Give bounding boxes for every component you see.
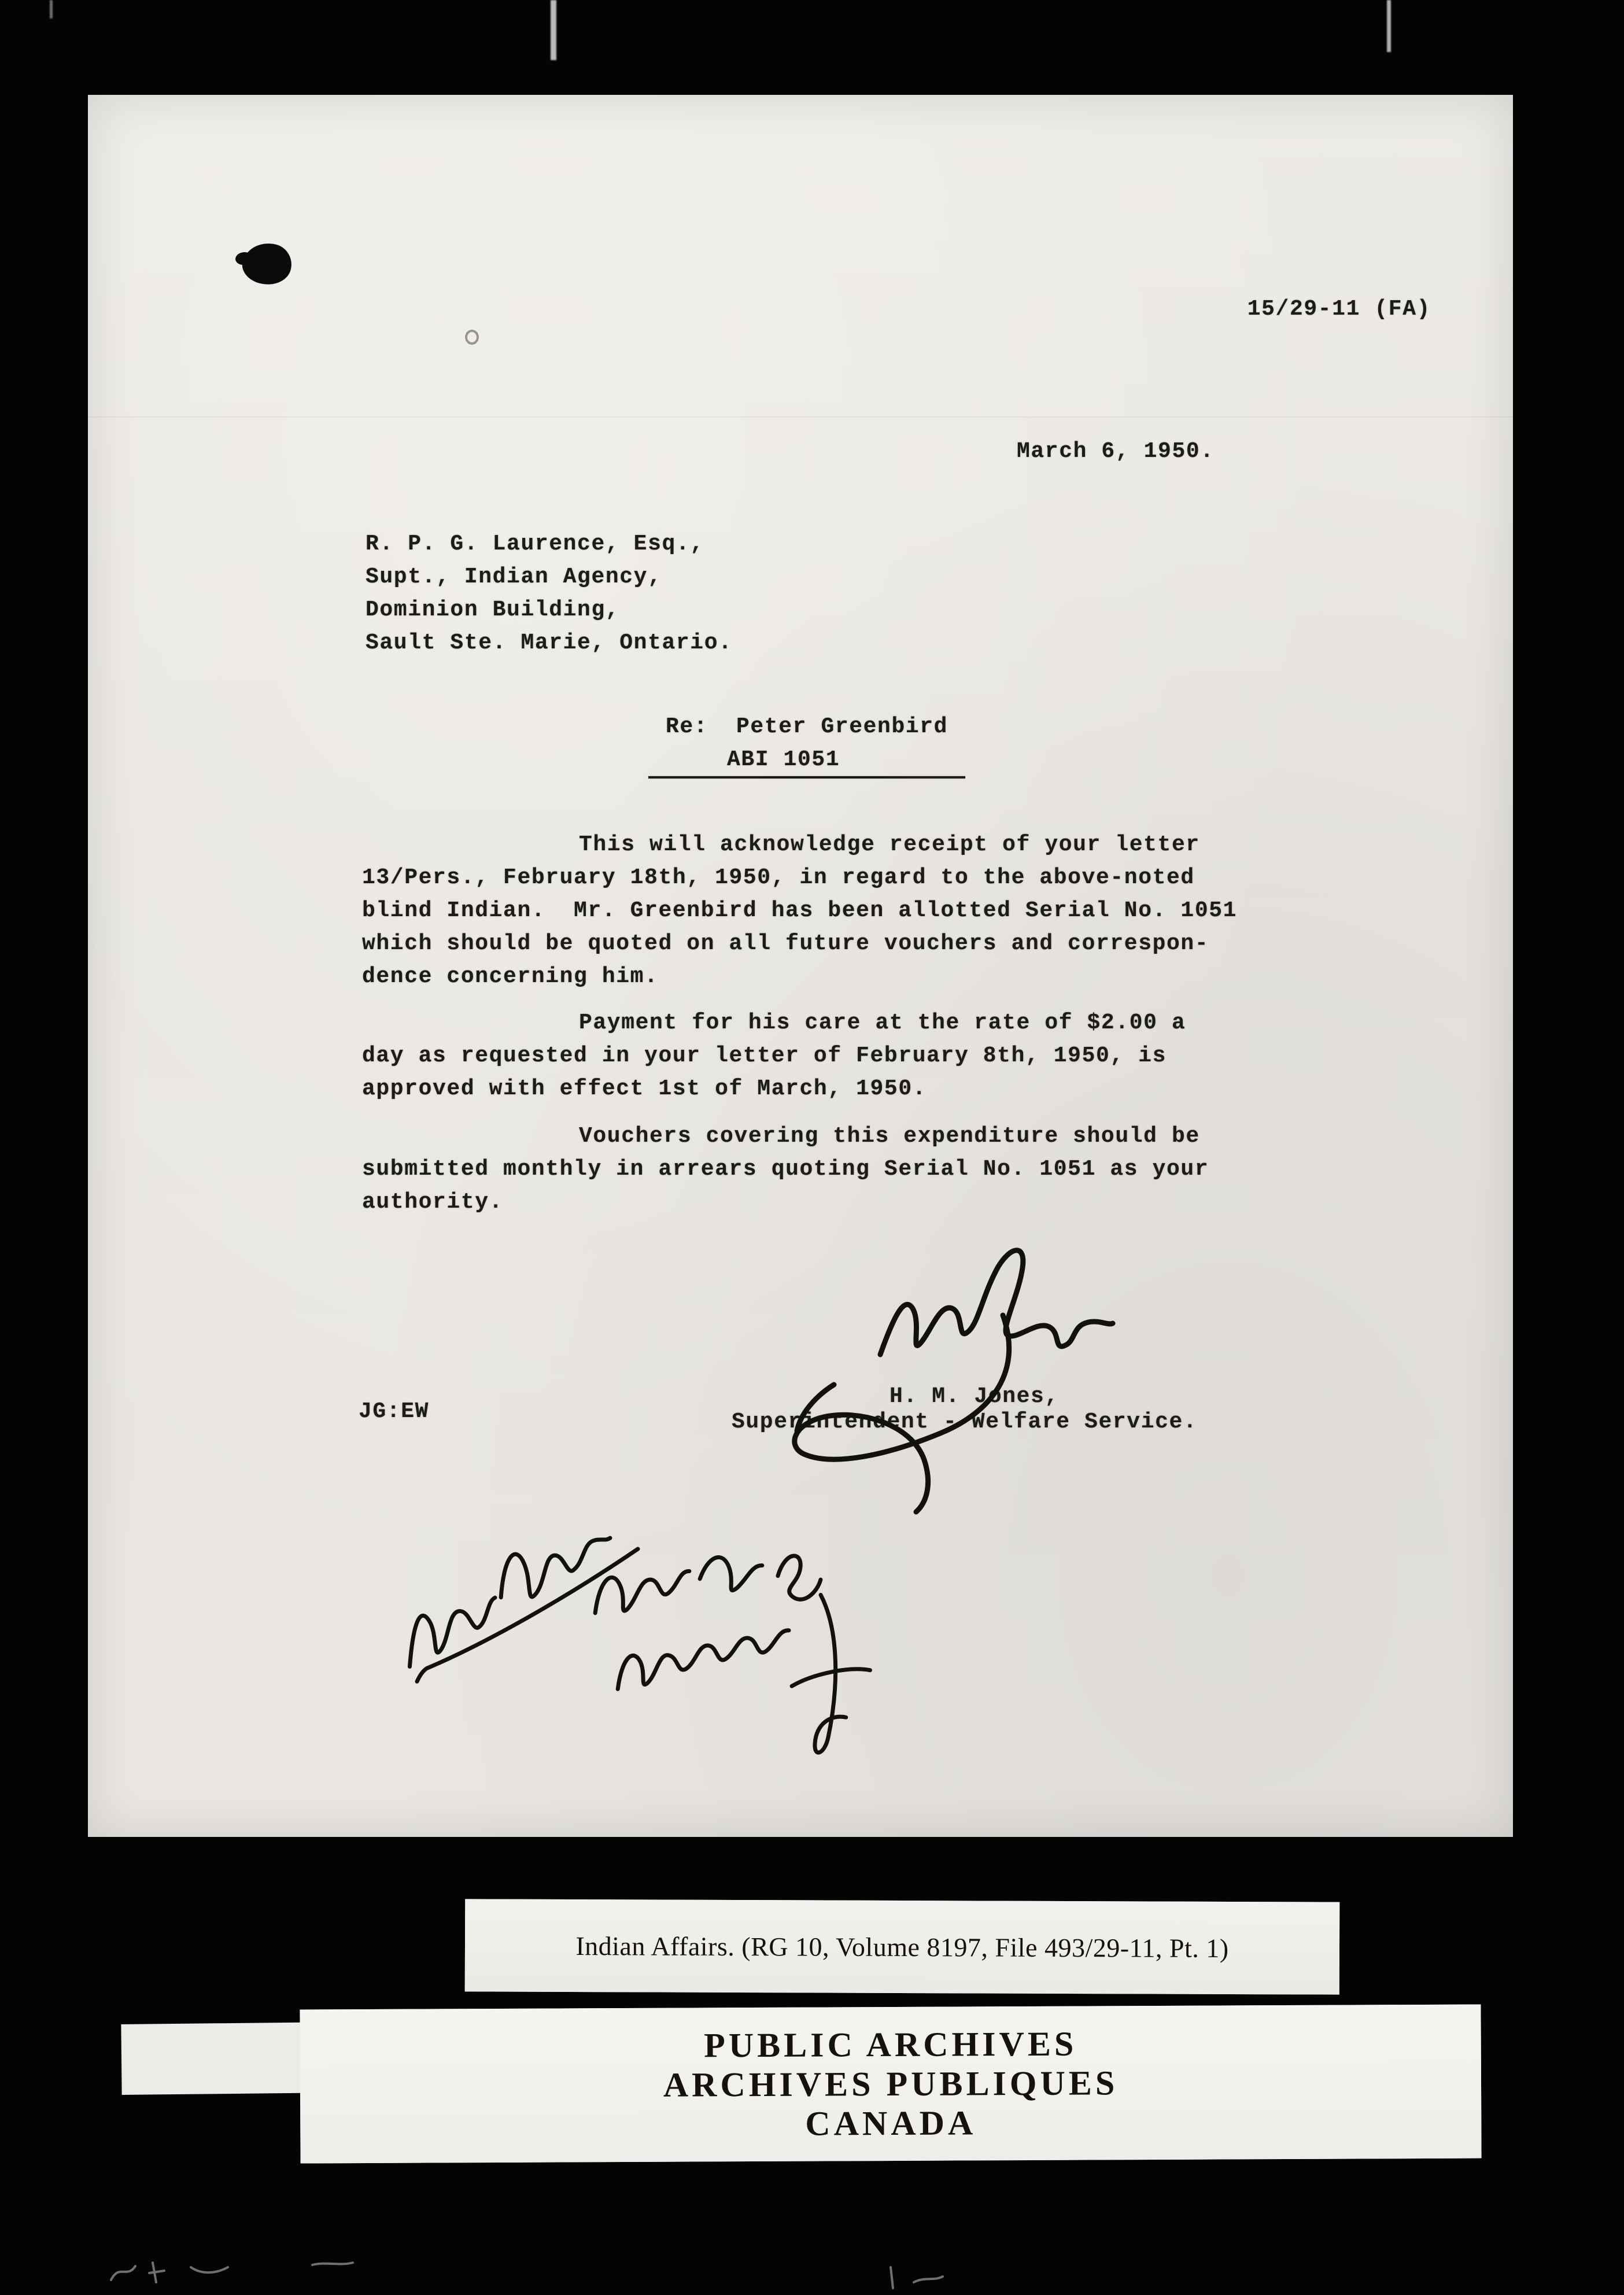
letter-date: March 6, 1950. — [1017, 439, 1215, 464]
film-scratch-top-right — [1387, 0, 1391, 52]
letter-page — [88, 95, 1513, 1837]
paper-crease — [88, 416, 1513, 418]
signatory-title: Superintendent - Welfare Service. — [732, 1410, 1198, 1434]
body-paragraph-2: Payment for his care at the rate of $2.00 a day as requested in your letter of February 8th, 1950, is approved with effect 1st of March, 1950. — [362, 1010, 1186, 1101]
frame-scratches-bottom-left — [104, 2250, 370, 2290]
subject-line: Re: Peter Greenbird ABI 1051 — [666, 714, 948, 772]
subject-underline — [648, 776, 965, 778]
archival-reference-text: Indian Affairs. (RG 10, Volume 8197, File 493/29-11, Pt. 1) — [575, 1931, 1229, 1963]
public-archives-text: PUBLIC ARCHIVES ARCHIVES PUBLIQUES CANADA — [663, 2024, 1119, 2143]
handwritten-note-right — [561, 1499, 893, 1802]
archival-reference-stamp — [465, 1899, 1340, 1994]
file-reference: 15/29-11 (FA) — [1247, 297, 1431, 322]
frame-scratches-bottom-right — [879, 2259, 995, 2295]
signature-scribble-icon — [747, 1233, 1129, 1522]
typist-initials: JG:EW — [359, 1399, 430, 1424]
film-scratch-top-center — [551, 0, 556, 60]
recipient-address: R. P. G. Laurence, Esq., Supt., Indian Agency, Dominion Building, Sault Ste. Marie, Ontario. — [366, 532, 733, 655]
body-paragraph-3: Vouchers covering this expenditure should be submitted monthly in arrears quoting Serial No. 1051 as your authority. — [362, 1124, 1209, 1215]
body-paragraph-1: This will acknowledge receipt of your letter 13/Pers., February 18th, 1950, in regard to the above-noted blind Indian. Mr. Greenbird has been allotted Serial No. 1051 which should be quoted on all future vouchers and correspon- dence concerning him. — [362, 832, 1238, 989]
film-scratch-top-left — [50, 0, 53, 19]
paper-speck — [465, 330, 479, 345]
ink-blot — [239, 238, 296, 290]
signatory-name: H. M. Jones, — [889, 1384, 1059, 1409]
public-archives-stamp — [300, 2005, 1481, 2164]
